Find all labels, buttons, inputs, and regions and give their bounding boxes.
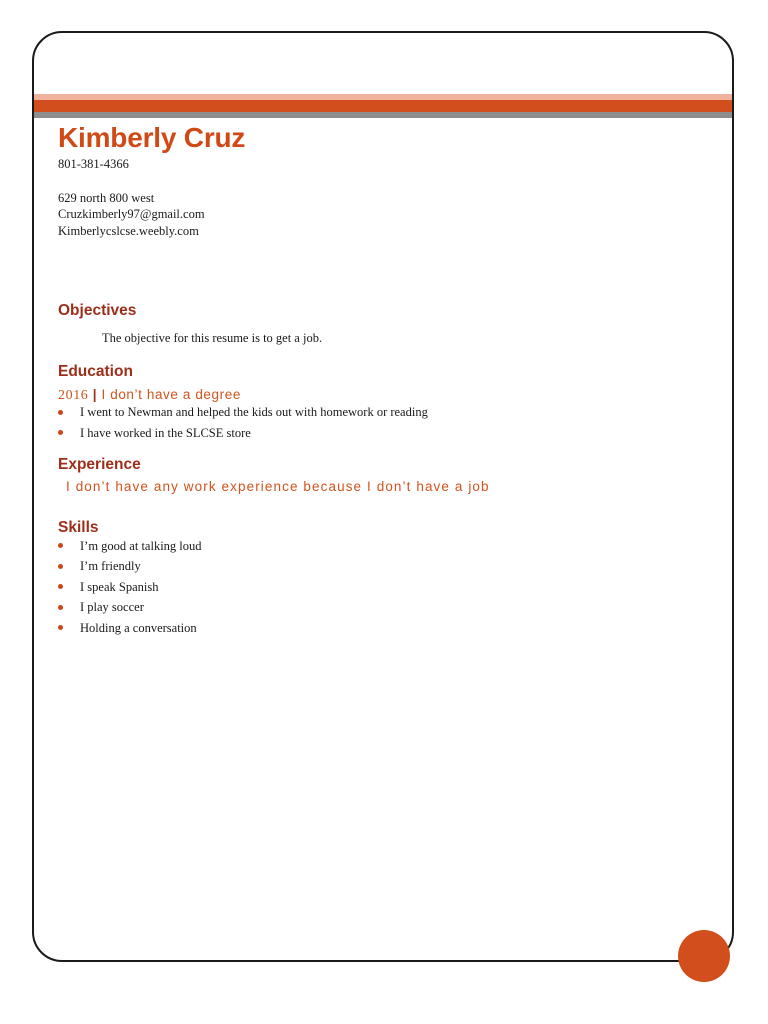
bullet-icon	[58, 564, 63, 569]
bullet-icon	[58, 605, 63, 610]
resume-content	[58, 122, 658, 640]
skills-list	[58, 538, 658, 636]
bullet-icon	[58, 410, 63, 415]
education-list	[58, 404, 658, 441]
objective-text: The objective for this resume is to get a job.	[102, 331, 323, 345]
contact-block	[58, 190, 658, 240]
bullet-icon	[58, 430, 63, 435]
email-address: Cruzkimberly97@gmail.com	[58, 207, 205, 221]
list-item	[58, 425, 658, 441]
list-item	[58, 538, 658, 554]
bullet-icon	[58, 543, 63, 548]
list-item	[58, 620, 658, 636]
education-subheading	[58, 386, 658, 404]
education-item-text: I went to Newman and helped the kids out with homework or reading	[80, 405, 428, 419]
experience-text: I don’t have any work experience because I don’t have a job	[66, 478, 490, 494]
education-item-text: I have worked in the SLCSE store	[80, 425, 251, 440]
list-item	[58, 404, 658, 420]
education-year: 2016	[58, 388, 89, 403]
education-separator: |	[92, 387, 98, 402]
bullet-icon	[58, 625, 63, 630]
phone-number: 801-381-4366	[58, 157, 129, 171]
education-heading: Education	[58, 363, 133, 380]
experience-heading: Experience	[58, 455, 141, 473]
page-corner-circle	[678, 930, 730, 982]
objectives-heading: Objectives	[58, 302, 137, 319]
skill-item-text: I speak Spanish	[80, 579, 159, 594]
skill-item-text: I’m good at talking loud	[80, 538, 202, 553]
list-item	[58, 558, 658, 574]
education-degree: I don’t have a degree	[101, 387, 241, 402]
header-band-gray	[32, 112, 734, 118]
resume-name: Kimberly Cruz	[58, 122, 246, 153]
street-address: 629 north 800 west	[58, 190, 155, 205]
header-band-accent	[32, 100, 734, 112]
skills-heading: Skills	[58, 518, 99, 536]
list-item	[58, 599, 658, 615]
skill-item-text: Holding a conversation	[80, 620, 197, 635]
skill-item-text: I’m friendly	[80, 559, 141, 573]
website-address: Kimberlycslcse.weebly.com	[58, 223, 199, 238]
list-item	[58, 579, 658, 595]
bullet-icon	[58, 584, 63, 589]
skill-item-text: I play soccer	[80, 600, 144, 614]
